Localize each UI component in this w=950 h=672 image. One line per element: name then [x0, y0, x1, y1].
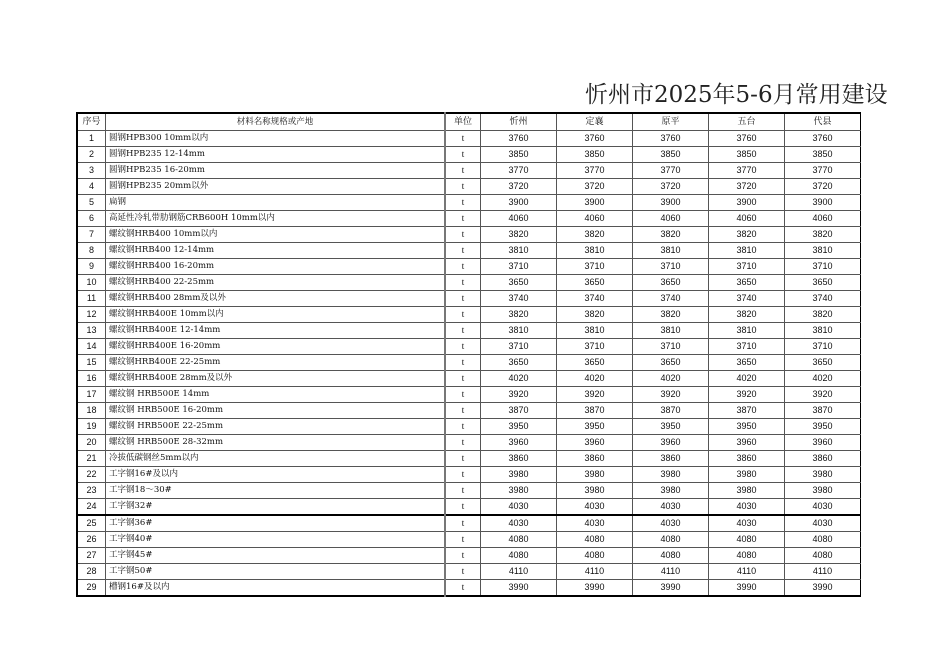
- header-city: 原平: [633, 113, 709, 131]
- material-name: 工字钢32#: [106, 499, 446, 516]
- price-cell: 4030: [709, 515, 785, 532]
- table-row: [77, 451, 861, 467]
- material-name: 螺纹钢 HRB500E 14mm: [106, 387, 446, 403]
- row-number: 2: [77, 147, 106, 163]
- table-row: [77, 371, 861, 387]
- table-row: [77, 291, 861, 307]
- price-cell: 3860: [785, 451, 861, 467]
- price-cell: 3740: [785, 291, 861, 307]
- price-cell: 3760: [633, 131, 709, 147]
- table-row: [77, 403, 861, 419]
- row-number: 19: [77, 419, 106, 435]
- price-cell: 3980: [709, 467, 785, 483]
- table-body: [77, 131, 861, 597]
- price-cell: 4030: [557, 515, 633, 532]
- price-cell: 4080: [557, 548, 633, 564]
- table-row: [77, 131, 861, 147]
- material-name: 槽钢16#及以内: [106, 580, 446, 597]
- price-cell: 3950: [481, 419, 557, 435]
- price-cell: 3870: [785, 403, 861, 419]
- price-cell: 4060: [633, 211, 709, 227]
- row-number: 20: [77, 435, 106, 451]
- price-cell: 3990: [557, 580, 633, 597]
- header-row: [77, 113, 861, 131]
- price-cell: 3710: [481, 259, 557, 275]
- price-cell: 3770: [785, 163, 861, 179]
- price-cell: 3860: [709, 451, 785, 467]
- unit-cell: t: [445, 275, 481, 291]
- material-name: 工字钢45#: [106, 548, 446, 564]
- unit-cell: t: [445, 291, 481, 307]
- table-row: [77, 483, 861, 499]
- table-row: [77, 387, 861, 403]
- material-name: 圆钢HPB235 12-14mm: [106, 147, 446, 163]
- price-cell: 3960: [557, 435, 633, 451]
- table-row: [77, 307, 861, 323]
- price-cell: 3950: [709, 419, 785, 435]
- document-title: 忻州市2025年5-6月常用建设: [585, 82, 888, 108]
- unit-cell: t: [445, 163, 481, 179]
- price-cell: 3710: [785, 339, 861, 355]
- price-cell: 4020: [633, 371, 709, 387]
- unit-cell: t: [445, 323, 481, 339]
- material-name: 冷拔低碳钢丝5mm以内: [106, 451, 446, 467]
- unit-cell: t: [445, 403, 481, 419]
- price-cell: 3650: [633, 275, 709, 291]
- material-name: 螺纹钢HRB400 28mm及以外: [106, 291, 446, 307]
- price-cell: 3950: [633, 419, 709, 435]
- row-number: 18: [77, 403, 106, 419]
- price-cell: 3900: [785, 195, 861, 211]
- price-cell: 3820: [633, 227, 709, 243]
- price-cell: 3720: [481, 179, 557, 195]
- row-number: 5: [77, 195, 106, 211]
- material-name: 螺纹钢HRB400 12-14mm: [106, 243, 446, 259]
- material-name: 工字钢50#: [106, 564, 446, 580]
- price-cell: 3980: [709, 483, 785, 499]
- material-name: 螺纹钢HRB400 22-25mm: [106, 275, 446, 291]
- material-name: 工字钢36#: [106, 515, 446, 532]
- price-cell: 3860: [557, 451, 633, 467]
- price-cell: 3810: [633, 243, 709, 259]
- material-name: 螺纹钢 HRB500E 16-20mm: [106, 403, 446, 419]
- row-number: 4: [77, 179, 106, 195]
- header-no: 序号: [77, 113, 106, 131]
- material-name: 螺纹钢HRB400E 12-14mm: [106, 323, 446, 339]
- row-number: 12: [77, 307, 106, 323]
- header-city: 忻州: [481, 113, 557, 131]
- unit-cell: t: [445, 548, 481, 564]
- price-cell: 3710: [557, 259, 633, 275]
- material-name: 扁钢: [106, 195, 446, 211]
- material-name: 螺纹钢 HRB500E 28-32mm: [106, 435, 446, 451]
- price-cell: 3980: [785, 483, 861, 499]
- price-cell: 3900: [557, 195, 633, 211]
- table-row: [77, 355, 861, 371]
- price-cell: 3820: [709, 227, 785, 243]
- price-cell: 4030: [481, 499, 557, 516]
- price-cell: 3720: [633, 179, 709, 195]
- price-cell: 3850: [633, 147, 709, 163]
- row-number: 9: [77, 259, 106, 275]
- price-cell: 3960: [709, 435, 785, 451]
- price-cell: 4020: [785, 371, 861, 387]
- unit-cell: t: [445, 355, 481, 371]
- price-cell: 3960: [481, 435, 557, 451]
- unit-cell: t: [445, 435, 481, 451]
- price-cell: 3770: [709, 163, 785, 179]
- price-cell: 4080: [481, 548, 557, 564]
- price-cell: 3720: [785, 179, 861, 195]
- price-cell: 4030: [557, 499, 633, 516]
- price-cell: 3810: [709, 323, 785, 339]
- table-row: [77, 419, 861, 435]
- price-cell: 4080: [709, 532, 785, 548]
- price-cell: 3990: [709, 580, 785, 597]
- row-number: 25: [77, 515, 106, 532]
- table-row: [77, 163, 861, 179]
- price-cell: 3980: [633, 467, 709, 483]
- price-cell: 3810: [557, 323, 633, 339]
- material-name: 螺纹钢HRB400E 22-25mm: [106, 355, 446, 371]
- row-number: 23: [77, 483, 106, 499]
- price-cell: 3760: [557, 131, 633, 147]
- row-number: 7: [77, 227, 106, 243]
- row-number: 21: [77, 451, 106, 467]
- header-name: 材料名称规格或产地: [106, 113, 446, 131]
- row-number: 3: [77, 163, 106, 179]
- price-cell: 3870: [557, 403, 633, 419]
- row-number: 10: [77, 275, 106, 291]
- price-cell: 4080: [633, 532, 709, 548]
- table-row: [77, 227, 861, 243]
- unit-cell: t: [445, 227, 481, 243]
- price-cell: 4110: [785, 564, 861, 580]
- material-name: 螺纹钢HRB400E 28mm及以外: [106, 371, 446, 387]
- row-number: 15: [77, 355, 106, 371]
- price-cell: 3710: [633, 259, 709, 275]
- price-cell: 3820: [481, 227, 557, 243]
- price-cell: 3650: [785, 355, 861, 371]
- price-cell: 3870: [709, 403, 785, 419]
- table-row: [77, 467, 861, 483]
- price-cell: 3820: [709, 307, 785, 323]
- price-cell: 3920: [557, 387, 633, 403]
- material-name: 圆钢HPB300 10mm以内: [106, 131, 446, 147]
- table-row: [77, 195, 861, 211]
- row-number: 24: [77, 499, 106, 516]
- row-number: 27: [77, 548, 106, 564]
- price-cell: 3980: [557, 467, 633, 483]
- unit-cell: t: [445, 451, 481, 467]
- price-cell: 3710: [785, 259, 861, 275]
- unit-cell: t: [445, 499, 481, 516]
- price-cell: 4020: [481, 371, 557, 387]
- price-cell: 3990: [481, 580, 557, 597]
- price-cell: 3920: [785, 387, 861, 403]
- price-cell: 4030: [633, 515, 709, 532]
- price-cell: 3710: [709, 259, 785, 275]
- header-city: 代县: [785, 113, 861, 131]
- material-name: 圆钢HPB235 16-20mm: [106, 163, 446, 179]
- price-cell: 3710: [709, 339, 785, 355]
- price-cell: 3740: [481, 291, 557, 307]
- row-number: 22: [77, 467, 106, 483]
- price-cell: 4030: [785, 515, 861, 532]
- table-row: [77, 179, 861, 195]
- price-cell: 3980: [633, 483, 709, 499]
- price-cell: 3650: [709, 355, 785, 371]
- price-cell: 3810: [481, 323, 557, 339]
- price-cell: 3850: [709, 147, 785, 163]
- price-cell: 3710: [557, 339, 633, 355]
- table-row: [77, 323, 861, 339]
- unit-cell: t: [445, 371, 481, 387]
- price-cell: 3900: [709, 195, 785, 211]
- material-name: 螺纹钢HRB400 16-20mm: [106, 259, 446, 275]
- price-cell: 4060: [481, 211, 557, 227]
- price-cell: 3710: [633, 339, 709, 355]
- price-cell: 3920: [633, 387, 709, 403]
- row-number: 11: [77, 291, 106, 307]
- price-cell: 3650: [709, 275, 785, 291]
- price-cell: 4030: [709, 499, 785, 516]
- header-city: 五台: [709, 113, 785, 131]
- price-cell: 3710: [481, 339, 557, 355]
- table-row: [77, 147, 861, 163]
- price-cell: 3740: [709, 291, 785, 307]
- price-cell: 4080: [557, 532, 633, 548]
- price-cell: 3960: [633, 435, 709, 451]
- unit-cell: t: [445, 195, 481, 211]
- unit-cell: t: [445, 580, 481, 597]
- price-cell: 4080: [709, 548, 785, 564]
- price-cell: 3810: [633, 323, 709, 339]
- price-cell: 4020: [709, 371, 785, 387]
- unit-cell: t: [445, 467, 481, 483]
- row-number: 13: [77, 323, 106, 339]
- price-cell: 3650: [481, 355, 557, 371]
- price-cell: 4060: [557, 211, 633, 227]
- material-name: 工字钢40#: [106, 532, 446, 548]
- price-cell: 3980: [481, 483, 557, 499]
- price-cell: 3950: [785, 419, 861, 435]
- price-cell: 3650: [633, 355, 709, 371]
- row-number: 26: [77, 532, 106, 548]
- unit-cell: t: [445, 515, 481, 532]
- price-cell: 3850: [785, 147, 861, 163]
- price-cell: 3870: [481, 403, 557, 419]
- price-cell: 3920: [709, 387, 785, 403]
- price-cell: 3980: [785, 467, 861, 483]
- price-cell: 4110: [557, 564, 633, 580]
- price-cell: 3740: [633, 291, 709, 307]
- price-cell: 4060: [709, 211, 785, 227]
- price-cell: 3770: [481, 163, 557, 179]
- price-cell: 3850: [557, 147, 633, 163]
- price-cell: 3860: [633, 451, 709, 467]
- table-row: [77, 243, 861, 259]
- row-number: 6: [77, 211, 106, 227]
- price-cell: 3770: [633, 163, 709, 179]
- table-row: [77, 515, 861, 532]
- unit-cell: t: [445, 532, 481, 548]
- price-cell: 3720: [709, 179, 785, 195]
- row-number: 29: [77, 580, 106, 597]
- material-name: 螺纹钢 HRB500E 22-25mm: [106, 419, 446, 435]
- price-cell: 3980: [557, 483, 633, 499]
- material-name: 工字钢16#及以内: [106, 467, 446, 483]
- price-cell: 3990: [785, 580, 861, 597]
- price-cell: 3740: [557, 291, 633, 307]
- price-cell: 3650: [557, 275, 633, 291]
- price-cell: 3960: [785, 435, 861, 451]
- row-number: 8: [77, 243, 106, 259]
- price-cell: 3850: [481, 147, 557, 163]
- price-cell: 4110: [709, 564, 785, 580]
- table-row: [77, 275, 861, 291]
- material-name: 螺纹钢HRB400E 16-20mm: [106, 339, 446, 355]
- unit-cell: t: [445, 564, 481, 580]
- price-cell: 4080: [785, 532, 861, 548]
- table-row: [77, 435, 861, 451]
- unit-cell: t: [445, 147, 481, 163]
- price-cell: 4020: [557, 371, 633, 387]
- unit-cell: t: [445, 243, 481, 259]
- price-cell: 3860: [481, 451, 557, 467]
- price-cell: 3650: [557, 355, 633, 371]
- material-name: 工字钢18～30#: [106, 483, 446, 499]
- price-table: [76, 112, 861, 597]
- row-number: 28: [77, 564, 106, 580]
- price-cell: 4110: [481, 564, 557, 580]
- price-cell: 3810: [481, 243, 557, 259]
- price-cell: 4110: [633, 564, 709, 580]
- price-cell: 3810: [785, 323, 861, 339]
- row-number: 14: [77, 339, 106, 355]
- price-cell: 3720: [557, 179, 633, 195]
- price-cell: 3820: [557, 227, 633, 243]
- material-name: 高延性冷轧带肋钢筋CRB600H 10mm以内: [106, 211, 446, 227]
- unit-cell: t: [445, 419, 481, 435]
- price-cell: 3920: [481, 387, 557, 403]
- price-cell: 3760: [785, 131, 861, 147]
- price-cell: 3650: [481, 275, 557, 291]
- price-cell: 4030: [633, 499, 709, 516]
- price-cell: 4030: [481, 515, 557, 532]
- price-cell: 3820: [481, 307, 557, 323]
- price-cell: 3900: [633, 195, 709, 211]
- price-cell: 3950: [557, 419, 633, 435]
- price-cell: 3990: [633, 580, 709, 597]
- table-row: [77, 499, 861, 516]
- price-cell: 3650: [785, 275, 861, 291]
- price-cell: 3820: [785, 227, 861, 243]
- table-row: [77, 259, 861, 275]
- unit-cell: t: [445, 483, 481, 499]
- table-row: [77, 339, 861, 355]
- unit-cell: t: [445, 339, 481, 355]
- row-number: 16: [77, 371, 106, 387]
- price-cell: 4030: [785, 499, 861, 516]
- table-row: [77, 532, 861, 548]
- unit-cell: t: [445, 131, 481, 147]
- unit-cell: t: [445, 307, 481, 323]
- unit-cell: t: [445, 179, 481, 195]
- price-cell: 3820: [785, 307, 861, 323]
- row-number: 17: [77, 387, 106, 403]
- unit-cell: t: [445, 211, 481, 227]
- price-cell: 4080: [633, 548, 709, 564]
- material-name: 圆钢HPB235 20mm以外: [106, 179, 446, 195]
- price-cell: 4080: [785, 548, 861, 564]
- price-cell: 3980: [481, 467, 557, 483]
- material-name: 螺纹钢HRB400 10mm以内: [106, 227, 446, 243]
- header-city: 定襄: [557, 113, 633, 131]
- table-row: [77, 548, 861, 564]
- row-number: 1: [77, 131, 106, 147]
- price-cell: 3820: [633, 307, 709, 323]
- unit-cell: t: [445, 259, 481, 275]
- table-row: [77, 564, 861, 580]
- material-name: 螺纹钢HRB400E 10mm以内: [106, 307, 446, 323]
- table-row: [77, 211, 861, 227]
- price-cell: 3870: [633, 403, 709, 419]
- price-cell: 4080: [481, 532, 557, 548]
- price-cell: 3770: [557, 163, 633, 179]
- header-unit: 单位: [445, 113, 481, 131]
- table-row: [77, 580, 861, 597]
- price-cell: 4060: [785, 211, 861, 227]
- price-cell: 3810: [557, 243, 633, 259]
- price-cell: 3900: [481, 195, 557, 211]
- unit-cell: t: [445, 387, 481, 403]
- price-cell: 3760: [481, 131, 557, 147]
- price-cell: 3820: [557, 307, 633, 323]
- price-cell: 3810: [785, 243, 861, 259]
- price-cell: 3760: [709, 131, 785, 147]
- price-cell: 3810: [709, 243, 785, 259]
